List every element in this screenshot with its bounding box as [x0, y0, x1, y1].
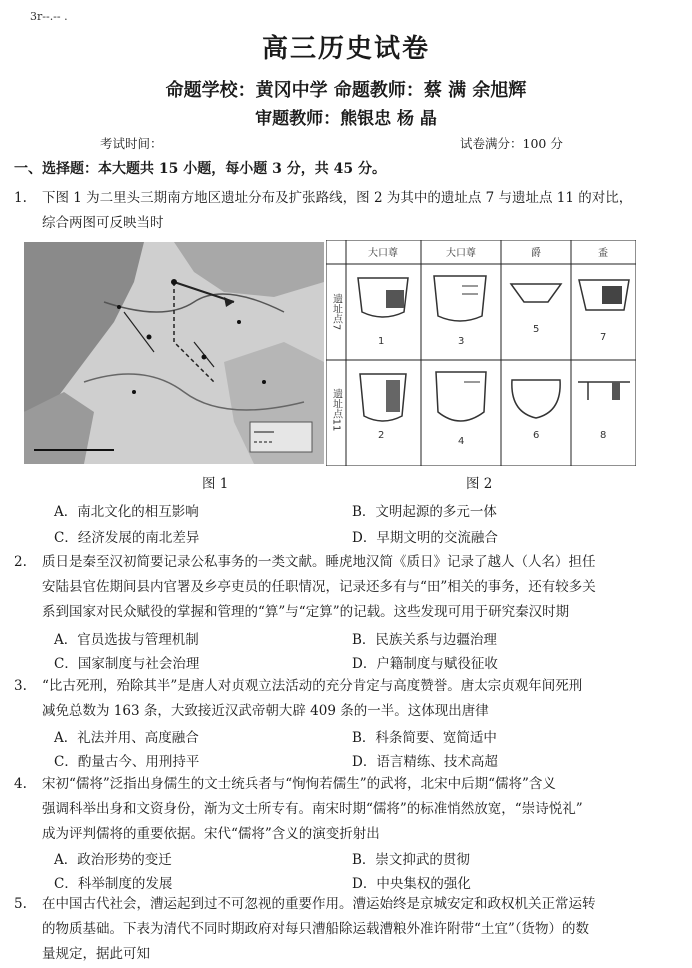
- question-number: 2.: [14, 554, 27, 570]
- option-d[interactable]: D．户籍制度与赋役征收: [352, 656, 498, 672]
- question-4: [14, 772, 674, 847]
- question-text: 量规定，据此可知: [42, 946, 150, 962]
- question-text: 的物质基础。下表为清代不同时期政府对每只漕船除运载漕粮外准许附带“土宜”（货物）的数: [42, 921, 590, 937]
- question-text: 安陆县官佐期间县内官署及乡亭吏员的任职情况，记录还多有与“田”相关的事务，还有较多关: [42, 579, 596, 595]
- site-map-figure: [24, 242, 324, 464]
- option-a[interactable]: A．礼法并用、高度融合: [54, 730, 199, 746]
- col-header: 大口尊: [368, 248, 398, 259]
- question-text: “比古死刑，殆除其半”是唐人对贞观立法活动的充分肯定与高度赞誉。唐太宗贞观年间死刑: [42, 678, 583, 694]
- question-5: [14, 892, 674, 967]
- question-2: [14, 550, 674, 625]
- option-a[interactable]: A．南北文化的相互影响: [54, 504, 199, 520]
- option-d[interactable]: D．早期文明的交流融合: [352, 530, 498, 546]
- question-number: 4.: [14, 776, 27, 792]
- artifact-number: 8: [600, 430, 607, 441]
- col-header: 盉: [598, 248, 608, 259]
- question-text: 强调科举出身和文资身份，渐为文士所专有。南宋时期“儒将”的标准悄然放宽，“崇诗悦礼”: [42, 801, 583, 817]
- option-d[interactable]: D．中央集权的强化: [352, 876, 471, 892]
- question-number: 5.: [14, 896, 27, 912]
- author-line: 命题学校：黄冈中学 命题教师：蔡 满 余旭辉: [165, 80, 527, 101]
- question-3: [14, 674, 674, 724]
- row-label: 遗址点7: [330, 293, 342, 331]
- exam-time: 考试时间：: [100, 136, 163, 151]
- option-b[interactable]: B．民族关系与边疆治理: [352, 632, 497, 648]
- option-a[interactable]: A．官员选拔与管理机制: [54, 632, 199, 648]
- question-1: [14, 186, 674, 236]
- question-number: 1.: [14, 190, 27, 206]
- option-d[interactable]: D．语言精练、技术高超: [352, 754, 498, 770]
- artifact-number: 1: [378, 336, 385, 347]
- full-score: 试卷满分：100 分: [460, 136, 563, 151]
- option-b[interactable]: B．崇文抑武的贯彻: [352, 852, 470, 868]
- option-c[interactable]: C．经济发展的南北差异: [54, 530, 200, 546]
- option-c[interactable]: C．酌量古今、用刑持平: [54, 754, 200, 770]
- option-c[interactable]: C．科举制度的发展: [54, 876, 173, 892]
- artifact-comparison-table: [326, 240, 636, 466]
- artifact-number: 5: [533, 324, 540, 335]
- question-number: 3.: [14, 678, 27, 694]
- question-text: 宋初“儒将”泛指出身儒生的文士统兵者与“恂恂若儒生”的武将，北宋中后期“儒将”含义: [42, 776, 556, 792]
- question-text: 在中国古代社会，漕运起到过不可忽视的重要作用。漕运始终是京城安定和政权机关正常运转: [42, 896, 596, 912]
- row-label: 遗址点11: [330, 388, 342, 432]
- table-illustration: [326, 240, 636, 466]
- artifact-number: 3: [458, 336, 465, 347]
- figure-1-caption: 图 1: [202, 476, 229, 492]
- option-a[interactable]: A．政治形势的变迁: [54, 852, 172, 868]
- option-b[interactable]: B．科条简要、宽简适中: [352, 730, 497, 746]
- page-title: 高三历史试卷: [261, 34, 430, 64]
- scan-mark: 3r--.-- .: [30, 10, 68, 23]
- option-c[interactable]: C．国家制度与社会治理: [54, 656, 200, 672]
- artifact-number: 4: [458, 436, 465, 447]
- question-text: 综合两图可反映当时: [42, 215, 164, 231]
- reviewer-line: 审题教师：熊银忠 杨 晶: [255, 109, 437, 129]
- map-illustration: [24, 242, 324, 464]
- question-text: 成为评判儒将的重要依据。宋代“儒将”含义的演变折射出: [42, 826, 380, 842]
- question-text: 减免总数为 163 条，大致接近汉武帝朝大辟 409 条的一半。这体现出唐律: [42, 703, 489, 719]
- section-heading: 一、选择题：本大题共 15 小题，每小题 3 分，共 45 分。: [14, 161, 386, 177]
- artifact-number: 2: [378, 430, 385, 441]
- question-text: 系到国家对民众赋役的掌握和管理的“算”与“定算”的记载。这些发现可用于研究秦汉时期: [42, 604, 570, 620]
- col-header: 大口尊: [446, 248, 476, 259]
- question-text: 质日是秦至汉初简要记录公私事务的一类文献。睡虎地汉简《质日》记录了越人（人名）担任: [42, 554, 596, 570]
- figure-2-caption: 图 2: [466, 476, 493, 492]
- artifact-number: 6: [533, 430, 540, 441]
- col-header: 爵: [531, 248, 541, 259]
- artifact-number: 7: [600, 332, 607, 343]
- option-b[interactable]: B．文明起源的多元一体: [352, 504, 497, 520]
- question-text: 下图 1 为二里头三期南方地区遗址分布及扩张路线，图 2 为其中的遗址点 7 与遗址点 11 的对比，: [42, 190, 633, 206]
